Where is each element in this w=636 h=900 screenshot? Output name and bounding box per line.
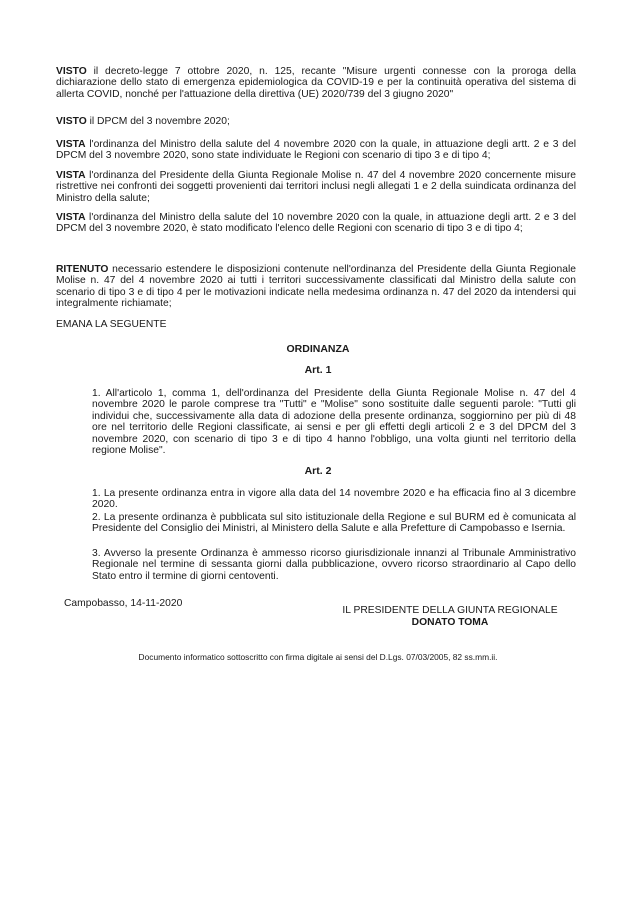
keyword: VISTA (56, 170, 86, 181)
paragraph-text: l'ordinanza del Ministro della salute del 4 novembre 2020 con la quale, in attuazione degli artt. 2 e 3 del DPCM del 3 novembre 2020, sono state individuate le Regioni con scenario di tipo 3 e di tipo 4; (56, 139, 576, 162)
emana-line: EMANA LA SEGUENTE (56, 319, 167, 330)
paragraph-ritenuto (56, 264, 576, 310)
heading-art-1: Art. 1 (304, 364, 332, 376)
paragraph-visto-decreto (56, 66, 576, 100)
paragraph-text: il decreto-legge 7 ottobre 2020, n. 125, recante "Misure urgenti connesse con la proroga della dichiarazione dello stato di emergenza epidemiologica da COVID-19 e per la continuità operativa del sistema di allerta COVID, nonché per l'attuazione della direttiva (UE) 2020/739 del 3 giugno 2020" (56, 66, 576, 100)
digital-signature-note: Documento informatico sottoscritto con firma digitale ai sensi del D.Lgs. 07/03/2005, 82 ss.mm.ii. (138, 652, 498, 662)
keyword: VISTO (56, 66, 87, 77)
paragraph-vista-ordinanza-presidente (56, 170, 576, 204)
paragraph-vista-ordinanza-10-novembre (56, 212, 576, 235)
heading-art-2: Art. 2 (304, 465, 332, 477)
paragraph-text: l'ordinanza del Presidente della Giunta Regionale Molise n. 47 del 4 novembre 2020 concernente misure ristrettive nei confronti dei soggetti provenienti dai territori inclusi negli allegati 1 e 2 della suindicata ordinanza del Ministro della salute; (56, 170, 576, 204)
keyword: VISTA (56, 212, 86, 223)
art2-item-1: 1. La presente ordinanza entra in vigore alla data del 14 novembre 2020 e ha efficacia fino al 3 dicembre 2020. (92, 488, 576, 511)
paragraph-text: necessario estendere le disposizioni contenute nell'ordinanza del Presidente della Giunta Regionale Molise n. 47 del 4 novembre 2020 ai tutti i territori successivamente classificati dal Ministro della salute con scenario di tipo 3 e di tipo 4 per le motivazioni indicate nella medesima ordinanza n. 47 del 2020 da intendersi qui integralmente richiamate; (56, 264, 576, 310)
art2-item-2: 2. La presente ordinanza è pubblicata sul sito istituzionale della Regione e sul BURM ed è comunicata al Presidente del Consiglio dei Ministri, al Ministero della Salute e alla Prefetture di Campobasso e Isernia. (92, 512, 576, 535)
signatory-name: DONATO TOMA (411, 617, 489, 628)
signatory-role: IL PRESIDENTE DELLA GIUNTA REGIONALE (342, 605, 558, 616)
keyword: RITENUTO (56, 264, 109, 275)
heading-ordinanza: ORDINANZA (286, 343, 350, 355)
paragraph-visto-dpcm (56, 116, 576, 127)
art1-item-1: 1. All'articolo 1, comma 1, dell'ordinanza del Presidente della Giunta Regionale Molise n. 47 del 4 novembre 2020 le parole comprese tra "Tutti" e "Molise" sono sostituite dalle seguenti parole: "Tutti gli individui che, successivamente alla data di adozione della presente ordinanza, soggiornino per più di 48 ore nel territorio delle Regioni classificate, ai sensi e per gli effetti degli articoli 2 e 3 del DPCM del 3 novembre 2020, con scenario di tipo 3 e di tipo 4 hanno l'obbligo, una volta giunti nel territorio della regione Molise". (92, 388, 576, 457)
paragraph-vista-ordinanza-ministro (56, 139, 576, 162)
place-date: Campobasso, 14-11-2020 (64, 598, 183, 609)
paragraph-text: l'ordinanza del Ministro della salute del 10 novembre 2020 con la quale, in attuazione degli artt. 2 e 3 del DPCM del 3 novembre 2020, è stato modificato l'elenco delle Regioni con scenario di tipo 3 e di tipo 4; (56, 212, 576, 235)
keyword: VISTA (56, 139, 86, 150)
paragraph-text: il DPCM del 3 novembre 2020; (86, 116, 230, 127)
keyword: VISTO (56, 116, 87, 127)
art2-item-3: 3. Avverso la presente Ordinanza è ammesso ricorso giurisdizionale innanzi al Tribunale Amministrativo Regionale nel termine di sessanta giorni dalla pubblicazione, ovvero ricorso straordinario al Capo dello Stato entro il termine di giorni centoventi. (92, 548, 576, 582)
